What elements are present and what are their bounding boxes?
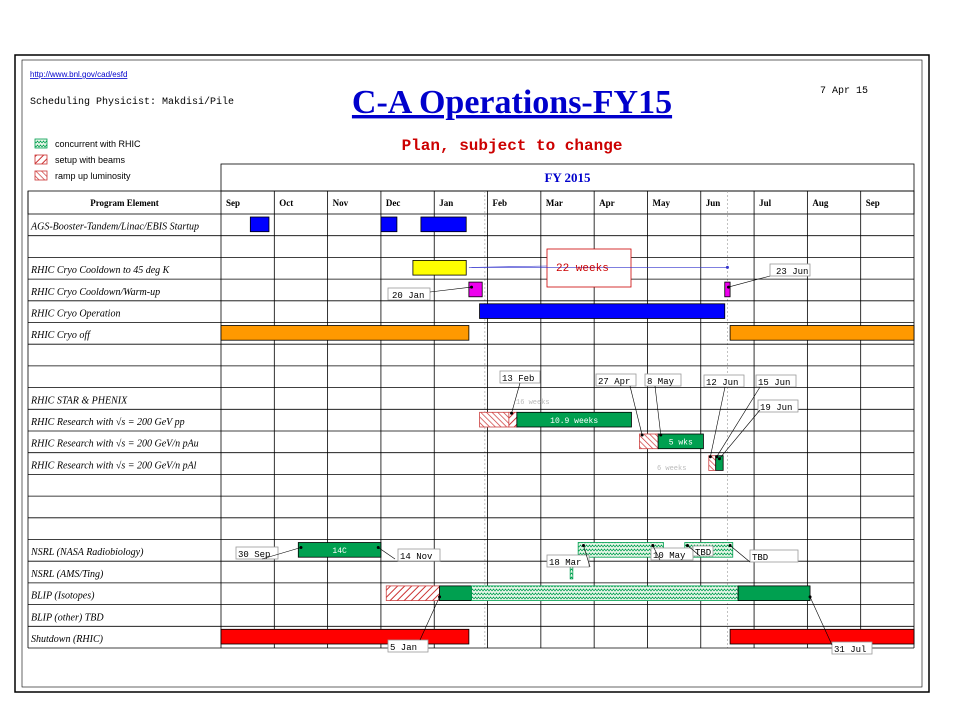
month-label: Oct xyxy=(279,198,294,208)
header-url[interactable]: http://www.bnl.gov/cad/esfd xyxy=(30,70,128,79)
bar-label: 10.9 weeks xyxy=(550,417,599,426)
month-label: Feb xyxy=(492,198,508,208)
callout-arrowhead xyxy=(377,546,380,549)
callout-arrow xyxy=(430,287,472,292)
month-label: Sep xyxy=(865,198,880,208)
schedule-bar xyxy=(413,260,466,275)
row-label: RHIC Cryo Operation xyxy=(31,308,121,320)
schedule-bar xyxy=(509,412,517,427)
callout-arrowhead xyxy=(726,266,729,269)
month-label: Jan xyxy=(439,198,454,208)
month-label: Sep xyxy=(226,198,241,208)
schedule-bar xyxy=(221,326,469,341)
callout-arrow xyxy=(717,387,760,457)
callout-label: 13 Feb xyxy=(502,374,535,384)
callout-label: 22 weeks xyxy=(556,263,609,275)
callout-label: 30 Sep xyxy=(238,550,271,560)
legend-swatch-ramp xyxy=(35,171,47,180)
callout-arrow xyxy=(655,386,661,435)
callout-label: 23 Jun xyxy=(776,267,809,277)
schedule-bar xyxy=(730,629,914,644)
row-label: RHIC Research with √s = 200 GeV pp xyxy=(31,417,185,428)
callout-label: 12 Jun xyxy=(706,378,739,388)
row-label: Shutdown (RHIC) xyxy=(31,634,103,645)
callout-label: 16 weeks xyxy=(516,399,550,407)
legend-label-setup: setup with beams xyxy=(55,155,126,165)
page-title: C-A Operations-FY15 xyxy=(351,84,673,121)
callout-arrowhead xyxy=(718,457,721,460)
callout-arrowhead xyxy=(715,455,718,458)
callout-arrowhead xyxy=(709,455,712,458)
month-label: May xyxy=(652,198,670,208)
row-label: AGS-Booster-Tandem/Linac/EBIS Startup xyxy=(31,221,200,233)
callout-label: 18 Mar xyxy=(549,558,582,568)
callout-label: 10 May xyxy=(653,551,686,561)
schedule-bar xyxy=(381,217,397,232)
legend-label-ramp: ramp up luminosity xyxy=(55,171,131,181)
callout-label: 5 Jan xyxy=(390,643,418,653)
schedule-bar xyxy=(480,412,509,427)
callout-label: 19 Jun xyxy=(760,403,793,413)
schedule-bar xyxy=(480,304,725,319)
callout-arrowhead xyxy=(299,546,302,549)
row-label: RHIC Cryo off xyxy=(31,330,90,342)
callout-label: 31 Jul xyxy=(834,645,867,655)
row-label: RHIC Research with √s = 200 GeV/n pAl xyxy=(31,460,197,472)
schedule-bar xyxy=(469,282,482,297)
schedule-bar xyxy=(730,326,914,341)
callout-arrowhead xyxy=(729,544,732,547)
program-element-header: Program Element xyxy=(90,198,159,208)
schedule-bar xyxy=(421,217,466,232)
legend-label-concurrent: concurrent with RHIC xyxy=(55,139,141,149)
row-label: RHIC STAR & PHENIX xyxy=(31,395,128,407)
callout-arrow xyxy=(710,387,725,457)
row-label: NSRL (AMS/Ting) xyxy=(31,568,104,580)
callout-arrowhead xyxy=(651,544,654,547)
callout-label: 20 Jan xyxy=(392,291,425,301)
callout-label: 6 weeks xyxy=(657,465,687,473)
month-header-row xyxy=(28,191,914,214)
bar-label: 14C xyxy=(332,547,347,557)
row-label: NSRL (NASA Radiobiology) xyxy=(31,547,144,559)
month-label: Jul xyxy=(759,198,772,208)
legend-swatch-setup xyxy=(35,155,47,164)
schedule-bar xyxy=(250,217,269,232)
legend xyxy=(35,139,141,181)
row-label: RHIC Cryo Cooldown to 45 deg K xyxy=(31,265,170,277)
callout-label: TBD xyxy=(752,553,769,563)
callout-label: 15 Jun xyxy=(758,378,791,388)
schedule-bar xyxy=(440,586,472,601)
month-label: Apr xyxy=(599,198,615,208)
callout-arrowhead xyxy=(641,434,644,437)
schedule-bar xyxy=(725,282,730,297)
schedule-bar xyxy=(386,586,439,601)
fy-label: FY 2015 xyxy=(544,170,591,185)
callout-arrowhead xyxy=(727,286,730,289)
callout-arrowhead xyxy=(438,595,441,598)
row-label: BLIP (other) TBD xyxy=(31,612,104,624)
schedule-bar xyxy=(738,586,810,601)
callout-label: 8 May xyxy=(647,377,675,387)
callout-arrowhead xyxy=(686,544,689,547)
scheduling-physicist: Scheduling Physicist: Makdisi/Pile xyxy=(30,97,235,108)
month-label: Mar xyxy=(545,198,563,208)
month-label: Aug xyxy=(812,198,829,208)
bar-label: 5 wks xyxy=(668,438,693,448)
month-label: Jun xyxy=(705,198,721,208)
header-date: 7 Apr 15 xyxy=(820,86,869,97)
schedule-bar xyxy=(472,586,739,601)
callout-arrowhead xyxy=(470,286,473,289)
callout-arrow xyxy=(630,386,642,435)
callout-label: 14 Nov xyxy=(400,552,433,562)
callout-arrow xyxy=(728,276,770,287)
row-labels xyxy=(30,222,199,645)
plan-subtitle: Plan, subject to change xyxy=(401,137,623,155)
callout-arrowhead xyxy=(510,412,513,415)
row-label: BLIP (Isotopes) xyxy=(31,590,95,602)
callout-label: TBD xyxy=(695,548,712,558)
callout-arrowhead xyxy=(582,544,585,547)
schedule-bar xyxy=(221,629,469,644)
month-label: Nov xyxy=(332,198,349,208)
callout-arrowhead xyxy=(659,434,662,437)
month-label: Dec xyxy=(385,198,401,208)
row-label: RHIC Research with √s = 200 GeV/n pAu xyxy=(31,438,199,450)
row-label: RHIC Cryo Cooldown/Warm-up xyxy=(31,286,161,298)
callout-arrowhead xyxy=(809,595,812,598)
legend-swatch-concurrent xyxy=(35,139,47,148)
callout-label: 27 Apr xyxy=(598,377,631,387)
